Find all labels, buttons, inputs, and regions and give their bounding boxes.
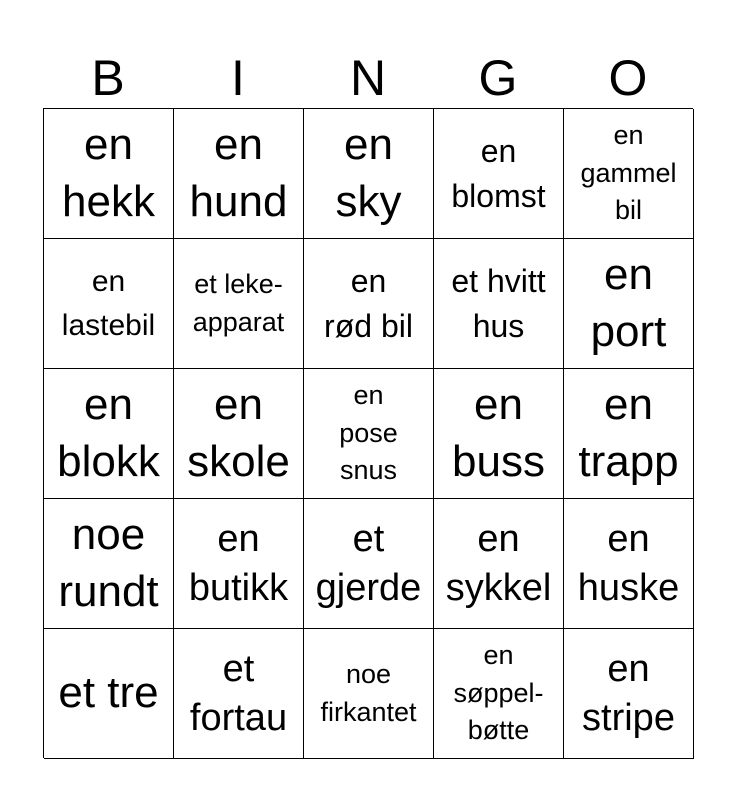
bingo-cell[interactable] bbox=[304, 369, 434, 499]
cell-text: en stripe bbox=[582, 647, 675, 739]
bingo-cell[interactable] bbox=[44, 239, 174, 369]
cell-text: en søppel- bøtte bbox=[453, 639, 544, 746]
bingo-cell[interactable] bbox=[304, 499, 434, 629]
cell-text: en blomst bbox=[451, 133, 546, 214]
header-letter-b: B bbox=[91, 50, 125, 106]
bingo-cell[interactable] bbox=[44, 109, 174, 239]
bingo-cell[interactable] bbox=[564, 109, 694, 239]
cell-text: en hund bbox=[189, 120, 288, 226]
bingo-cell[interactable] bbox=[304, 239, 434, 369]
cell-text: en blokk bbox=[57, 380, 160, 486]
cell-text: en butikk bbox=[188, 517, 289, 609]
cell-text: et hvitt hus bbox=[451, 263, 546, 344]
cell-text: en gammel bil bbox=[580, 119, 677, 226]
bingo-cell[interactable] bbox=[304, 629, 434, 759]
bingo-cell[interactable] bbox=[434, 369, 564, 499]
bingo-header bbox=[43, 48, 693, 108]
bingo-cell[interactable] bbox=[174, 629, 304, 759]
header-letter-o: O bbox=[608, 50, 648, 106]
cell-text: en hekk bbox=[62, 120, 155, 226]
bingo-cell[interactable] bbox=[434, 109, 564, 239]
bingo-cell[interactable] bbox=[564, 629, 694, 759]
bingo-cell[interactable] bbox=[44, 499, 174, 629]
bingo-cell[interactable] bbox=[44, 369, 174, 499]
cell-text: en rød bil bbox=[324, 263, 413, 344]
bingo-cell[interactable] bbox=[434, 499, 564, 629]
cell-text: en sykkel bbox=[445, 517, 552, 609]
bingo-cell[interactable] bbox=[174, 239, 304, 369]
bingo-cell[interactable] bbox=[564, 499, 694, 629]
cell-text: et fortau bbox=[189, 647, 288, 739]
header-letter-g: G bbox=[478, 50, 518, 106]
bingo-cell[interactable] bbox=[564, 369, 694, 499]
bingo-cell[interactable] bbox=[434, 239, 564, 369]
cell-text: en huske bbox=[577, 517, 680, 609]
cell-text: et tre bbox=[58, 668, 159, 718]
bingo-cell[interactable] bbox=[174, 499, 304, 629]
cell-text: en trapp bbox=[578, 380, 679, 486]
cell-text: en sky bbox=[335, 120, 402, 226]
cell-text: et gjerde bbox=[315, 517, 422, 609]
cell-text: en pose snus bbox=[339, 379, 398, 486]
cell-text: en port bbox=[590, 250, 667, 356]
bingo-grid bbox=[43, 108, 693, 758]
header-letter-n: N bbox=[349, 50, 387, 106]
bingo-cell[interactable] bbox=[434, 629, 564, 759]
bingo-cell[interactable] bbox=[174, 109, 304, 239]
cell-text: et leke- apparat bbox=[192, 268, 285, 337]
bingo-cell[interactable] bbox=[564, 239, 694, 369]
header-letter-i: I bbox=[231, 50, 245, 106]
bingo-cell[interactable] bbox=[44, 629, 174, 759]
bingo-cell[interactable] bbox=[304, 109, 434, 239]
cell-text: noe firkantet bbox=[320, 658, 417, 727]
cell-text: en buss bbox=[452, 380, 545, 486]
cell-text: en lastebil bbox=[61, 265, 156, 342]
cell-text: en skole bbox=[187, 380, 290, 486]
cell-text: noe rundt bbox=[58, 510, 159, 616]
bingo-cell[interactable] bbox=[174, 369, 304, 499]
